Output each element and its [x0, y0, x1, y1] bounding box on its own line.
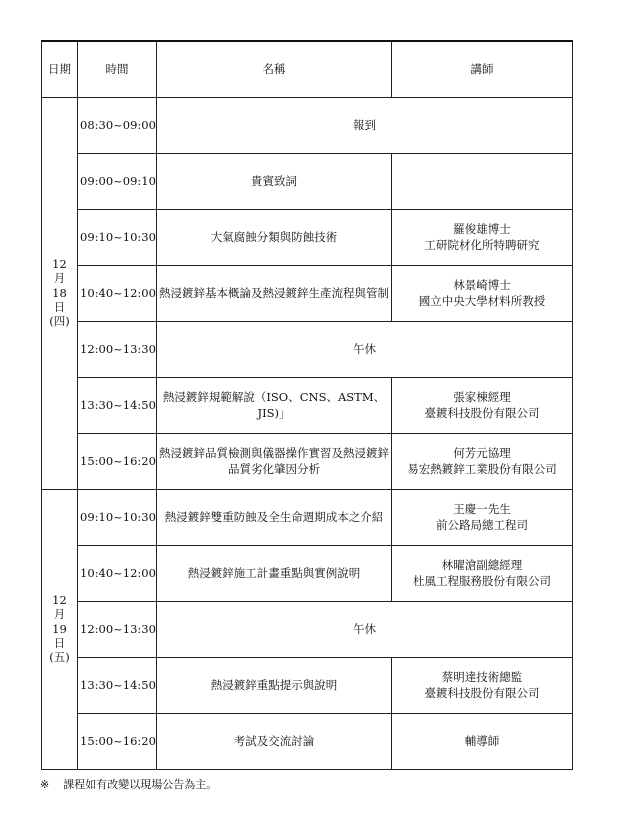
session-name: 考試及交流討論	[157, 714, 392, 770]
schedule-table	[41, 40, 573, 770]
lecturer-cell	[392, 658, 573, 714]
lecturer-cell	[392, 546, 573, 602]
lecturer-cell: 輔導師	[392, 714, 573, 770]
session-name: 午休	[157, 602, 573, 658]
lecturer-org: 臺鍍科技股份有限公司	[424, 685, 540, 700]
time-cell: 12:00~13:30	[78, 322, 157, 378]
table-row	[42, 154, 573, 210]
session-name: 熱浸鍍鋅重點提示與說明	[157, 658, 392, 714]
date-cell-day2: 12 月 19 日 (五)	[42, 490, 78, 770]
time-cell: 09:00~09:10	[78, 154, 157, 210]
header-row	[42, 41, 573, 98]
lecturer-name: 何芳元協理	[453, 445, 511, 460]
lecturer-cell	[392, 434, 573, 490]
table-row	[42, 210, 573, 266]
lecturer-name: 林景崎博士	[453, 277, 511, 292]
lecturer-cell	[392, 490, 573, 546]
time-cell: 10:40~12:00	[78, 546, 157, 602]
lecturer-cell	[392, 378, 573, 434]
session-name: 熱浸鍍鋅規範解說（ISO、CNS、ASTM、JIS)」	[157, 378, 392, 434]
session-name: 熱浸鍍鋅施工計畫重點與實例說明	[157, 546, 392, 602]
header-date: 日期	[42, 41, 78, 98]
session-name: 午休	[157, 322, 573, 378]
session-name: 報到	[157, 98, 573, 154]
header-lecturer: 講師	[392, 41, 573, 98]
table-row	[42, 266, 573, 322]
time-cell: 08:30~09:00	[78, 98, 157, 154]
lecturer-name: 張家棟經理	[453, 389, 511, 404]
header-name: 名稱	[157, 41, 392, 98]
table-row	[42, 378, 573, 434]
time-cell: 13:30~14:50	[78, 658, 157, 714]
table-row	[42, 490, 573, 546]
lecturer-cell	[392, 266, 573, 322]
session-name: 熱浸鍍鋅品質檢測與儀器操作實習及熱浸鍍鋅品質劣化肇因分析	[157, 434, 392, 490]
session-name: 熱浸鍍鋅基本概論及熱浸鍍鋅生產流程與管制	[157, 266, 392, 322]
lecturer-cell	[392, 210, 573, 266]
lecturer-org: 杜風工程服務股份有限公司	[413, 573, 551, 588]
session-name: 大氣腐蝕分類與防蝕技術	[157, 210, 392, 266]
lecturer-org: 前公路局總工程司	[436, 517, 528, 532]
time-cell: 15:00~16:20	[78, 714, 157, 770]
date-cell-day1: 12 月 18 日 (四)	[42, 98, 78, 490]
lecturer-name: 林曜滄副總經理	[441, 557, 523, 572]
time-cell: 12:00~13:30	[78, 602, 157, 658]
lecturer-org: 國立中央大學材料所教授	[418, 293, 546, 308]
session-name: 熱浸鍍鋅雙重防蝕及全生命週期成本之介紹	[157, 490, 392, 546]
session-name: 貴賓致詞	[157, 154, 392, 210]
header-time: 時間	[78, 41, 157, 98]
table-row	[42, 322, 573, 378]
lecturer-name: 羅俊雄博士	[453, 221, 511, 236]
time-cell: 15:00~16:20	[78, 434, 157, 490]
time-cell: 09:10~10:30	[78, 490, 157, 546]
footnote-text: 課程如有改變以現場公告為主。	[63, 778, 218, 791]
lecturer-cell	[392, 154, 573, 210]
lecturer-org: 易宏熱鍍鋅工業股份有限公司	[407, 461, 557, 476]
table-row	[42, 434, 573, 490]
time-cell: 13:30~14:50	[78, 378, 157, 434]
lecturer-org: 臺鍍科技股份有限公司	[424, 405, 540, 420]
table-row	[42, 98, 573, 154]
table-row	[42, 714, 573, 770]
lecturer-name: 王慶一先生	[453, 501, 511, 516]
table-row	[42, 602, 573, 658]
lecturer-org: 工研院材化所特聘研究	[424, 237, 540, 252]
table-row	[42, 658, 573, 714]
time-cell: 09:10~10:30	[78, 210, 157, 266]
footnote	[40, 776, 217, 792]
time-cell: 10:40~12:00	[78, 266, 157, 322]
reference-mark: ※	[40, 778, 50, 791]
table-row	[42, 546, 573, 602]
lecturer-name: 蔡明達技術總監	[441, 669, 523, 684]
